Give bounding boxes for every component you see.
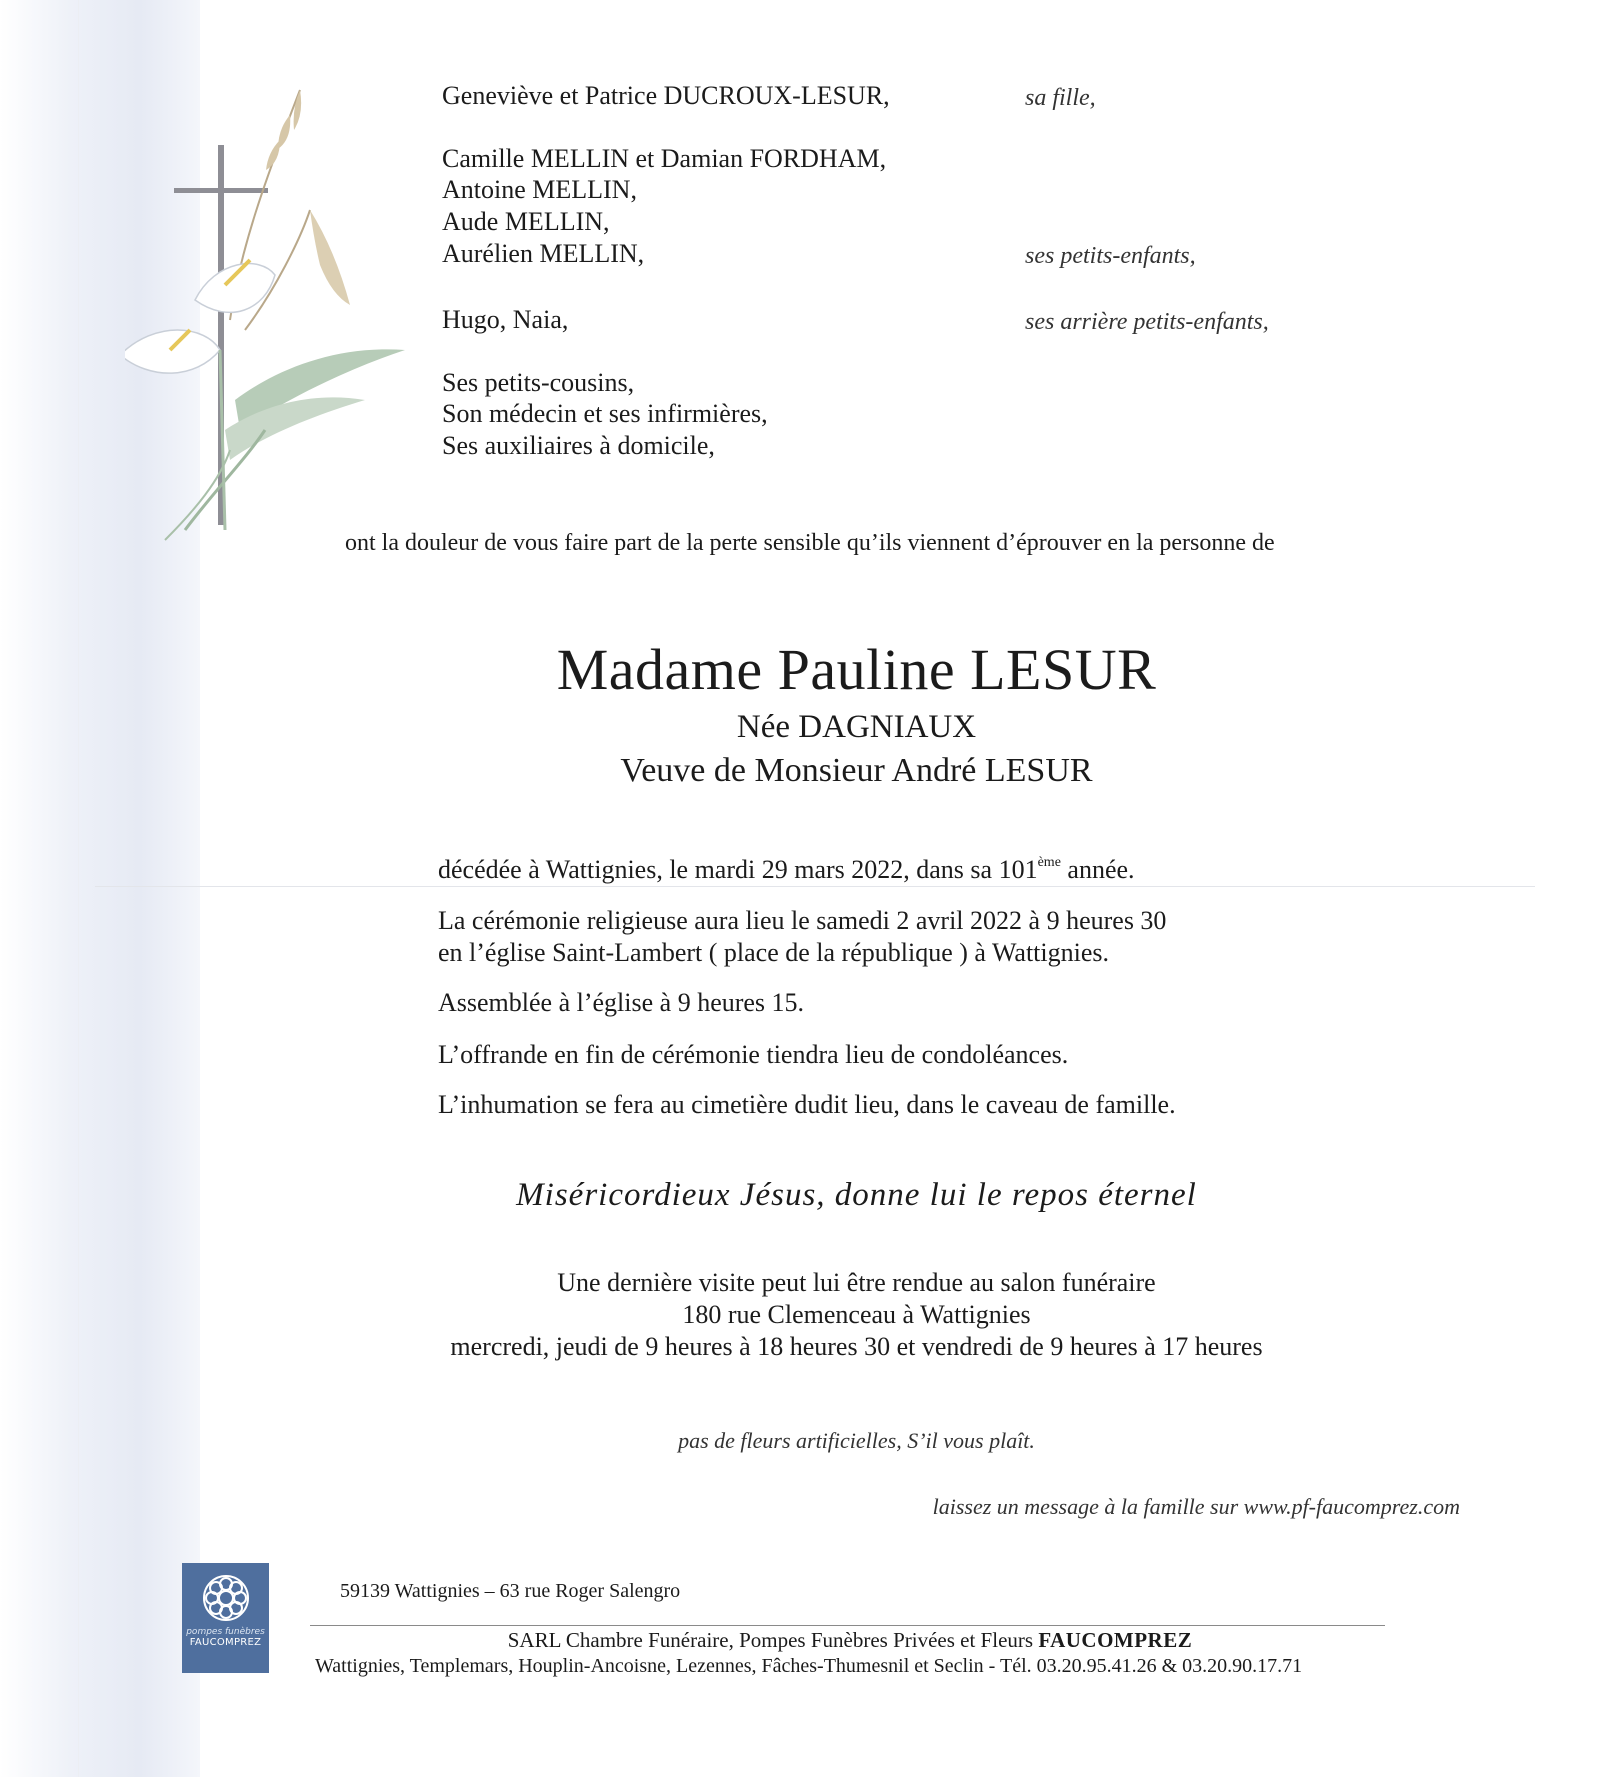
message-link[interactable]: laissez un message à la famille sur www.pf-faucomprez.com (932, 1494, 1460, 1519)
deceased-name: Madame Pauline LESUR (556, 637, 1157, 702)
role-daughter: sa fille, (1025, 85, 1096, 111)
company-logo (182, 1563, 269, 1673)
company-name: SARL Chambre Funéraire, Pompes Funèbres Privées et Fleurs FAUCOMPREZ (507, 1628, 1193, 1652)
page-edge-line (78, 0, 79, 1777)
visit-line-1: Une dernière visite peut lui être rendue au salon funéraire (557, 1268, 1156, 1297)
widow-of: Veuve de Monsieur André LESUR (620, 752, 1093, 789)
burial-info: L’inhumation se fera au cimetière dudit lieu, dans le caveau de famille. (438, 1090, 1176, 1119)
flowers-note: pas de fleurs artificielles, S’il vous plaît. (678, 1428, 1035, 1453)
other-3: Ses auxiliaires à domicile, (442, 431, 715, 460)
prayer-text: Miséricordieux Jésus, donne lui le repos éternel (516, 1177, 1197, 1213)
great-grandchildren: Hugo, Naia, (442, 305, 569, 334)
rosette-icon (201, 1573, 251, 1623)
announcement-intro: ont la douleur de vous faire part de la perte sensible qu’ils viennent d’éprouver en la personne de (345, 530, 1275, 556)
fold-line (95, 886, 1535, 887)
ceremony-line-2: en l’église Saint-Lambert ( place de la république ) à Wattignies. (438, 938, 1110, 967)
maiden-name: Née DAGNIAUX (736, 709, 977, 745)
other-2: Son médecin et ses infirmières, (442, 399, 768, 428)
family-daughter: Geneviève et Patrice DUCROUX-LESUR, (442, 81, 890, 110)
grandchild-3: Aude MELLIN, (442, 207, 610, 236)
logo-tagline: pompes funèbres (186, 1627, 265, 1637)
grandchild-4: Aurélien MELLIN, (442, 239, 645, 268)
company-towns-phone: Wattignies, Templemars, Houplin-Ancoisne, Lezennes, Fâches-Thumesnil et Seclin - Tél. 03.20.95.41.26 & 03.20.90.17.71 (315, 1655, 1303, 1677)
assembly-info: Assemblée à l’église à 9 heures 15. (438, 988, 805, 1017)
company-address: 59139 Wattignies – 63 rue Roger Salengro (340, 1580, 681, 1602)
role-grandchildren: ses petits-enfants, (1025, 243, 1196, 269)
role-great-grandchildren: ses arrière petits-enfants, (1025, 309, 1269, 335)
footer-separator (310, 1625, 1385, 1626)
ceremony-line-1: La cérémonie religieuse aura lieu le samedi 2 avril 2022 à 9 heures 30 (438, 906, 1167, 935)
visit-line-2: 180 rue Clemenceau à Wattignies (682, 1300, 1031, 1329)
grandchild-2: Antoine MELLIN, (442, 175, 637, 204)
logo-name: FAUCOMPREZ (189, 1637, 262, 1648)
other-1: Ses petits-cousins, (442, 368, 635, 397)
grandchild-1: Camille MELLIN et Damian FORDHAM, (442, 144, 887, 173)
visit-line-3: mercredi, jeudi de 9 heures à 18 heures 30 et vendredi de 9 heures à 17 heures (450, 1332, 1263, 1361)
offering-info: L’offrande en fin de cérémonie tiendra lieu de condoléances. (438, 1040, 1069, 1069)
cross-lily-icon (125, 70, 415, 600)
death-details: décédée à Wattignies, le mardi 29 mars 2022, dans sa 101ème année. (438, 855, 1135, 884)
